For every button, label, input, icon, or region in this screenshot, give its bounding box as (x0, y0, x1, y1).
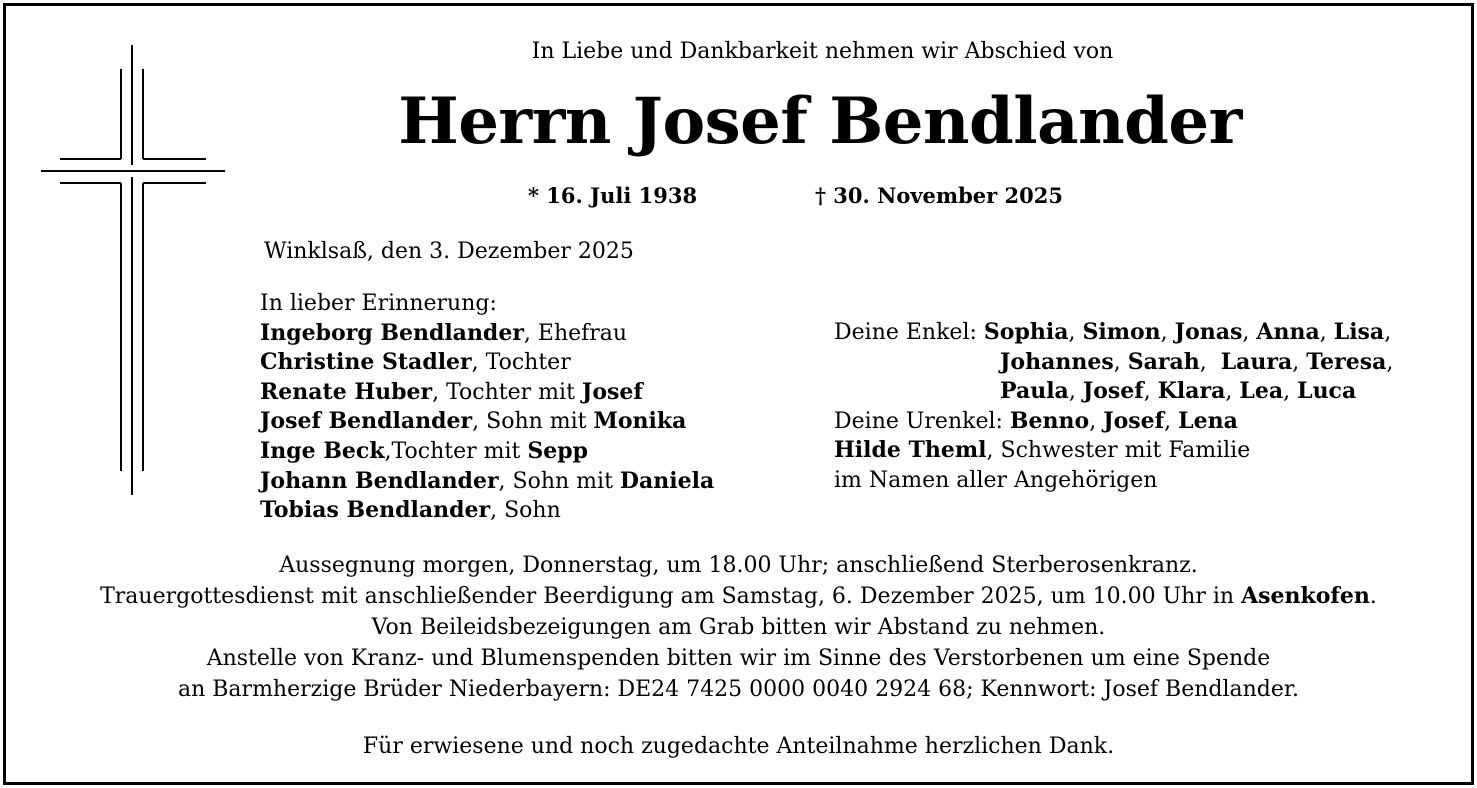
notice-line: Anstelle von Kranz- und Blumenspenden bitten wir im Sinne des Verstorbenen um eine Spende (206, 646, 1271, 671)
mourner-row: Josef Bendlander, Sohn mit Monika (260, 408, 687, 435)
notice-line: Von Beileidsbezeigungen am Grab bitten wir Abstand zu nehmen. (371, 615, 1106, 640)
mourner-row: Renate Huber, Tochter mit Josef (260, 378, 643, 405)
notice-line: Trauergottesdienst mit anschließender Beerdigung am Samstag, 6. Dezember 2025, um 10.00 Uhr in Asenkofen. (100, 583, 1377, 609)
birth-date: * 16. Juli 1938 (528, 183, 698, 208)
deceased-name: Herrn Josef Bendlander (398, 84, 1242, 159)
great-grandchildren-line: Deine Urenkel: Benno, Josef, Lena (834, 407, 1238, 434)
notice-line: Aussegnung morgen, Donnerstag, um 18.00 Uhr; anschließend Sterberosenkranz. (279, 553, 1198, 578)
notice-line: an Barmherzige Brüder Niederbayern: DE24 7425 0000 0040 2924 68; Kennwort: Josef Bendlander. (177, 677, 1299, 702)
thanks-text: Für erwiesene und noch zugedachte Anteilnahme herzlichen Dank. (362, 734, 1115, 759)
grandchildren-line: Johannes, Sarah, Laura, Teresa, (1000, 348, 1394, 375)
mourner-row: Tobias Bendlander, Sohn (260, 497, 561, 524)
remembrance-heading: In lieber Erinnerung: (260, 291, 497, 316)
mourners-left (260, 289, 714, 526)
death-date: † 30. November 2025 (815, 183, 1063, 208)
mourner-row: Inge Beck,Tochter mit Sepp (260, 437, 589, 464)
place-date: Winklsaß, den 3. Dezember 2025 (264, 239, 634, 264)
mourner-row: Johann Bendlander, Sohn mit Daniela (260, 467, 715, 494)
closing-line: im Namen aller Angehörigen (834, 467, 1158, 493)
mourners-right (834, 318, 1393, 496)
intro-text: In Liebe und Dankbarkeit nehmen wir Abschied von (531, 39, 1114, 64)
sister-line: Hilde Theml, Schwester mit Familie (834, 437, 1251, 464)
service-notice (0, 550, 1477, 705)
mourner-row: Christine Stadler, Tochter (260, 349, 571, 376)
grandchildren-line: Deine Enkel: Sophia, Simon, Jonas, Anna, Lisa, (834, 319, 1392, 345)
mourner-row: Ingeborg Bendlander, Ehefrau (260, 319, 628, 346)
grandchildren-line: Paula, Josef, Klara, Lea, Luca (1000, 378, 1357, 405)
